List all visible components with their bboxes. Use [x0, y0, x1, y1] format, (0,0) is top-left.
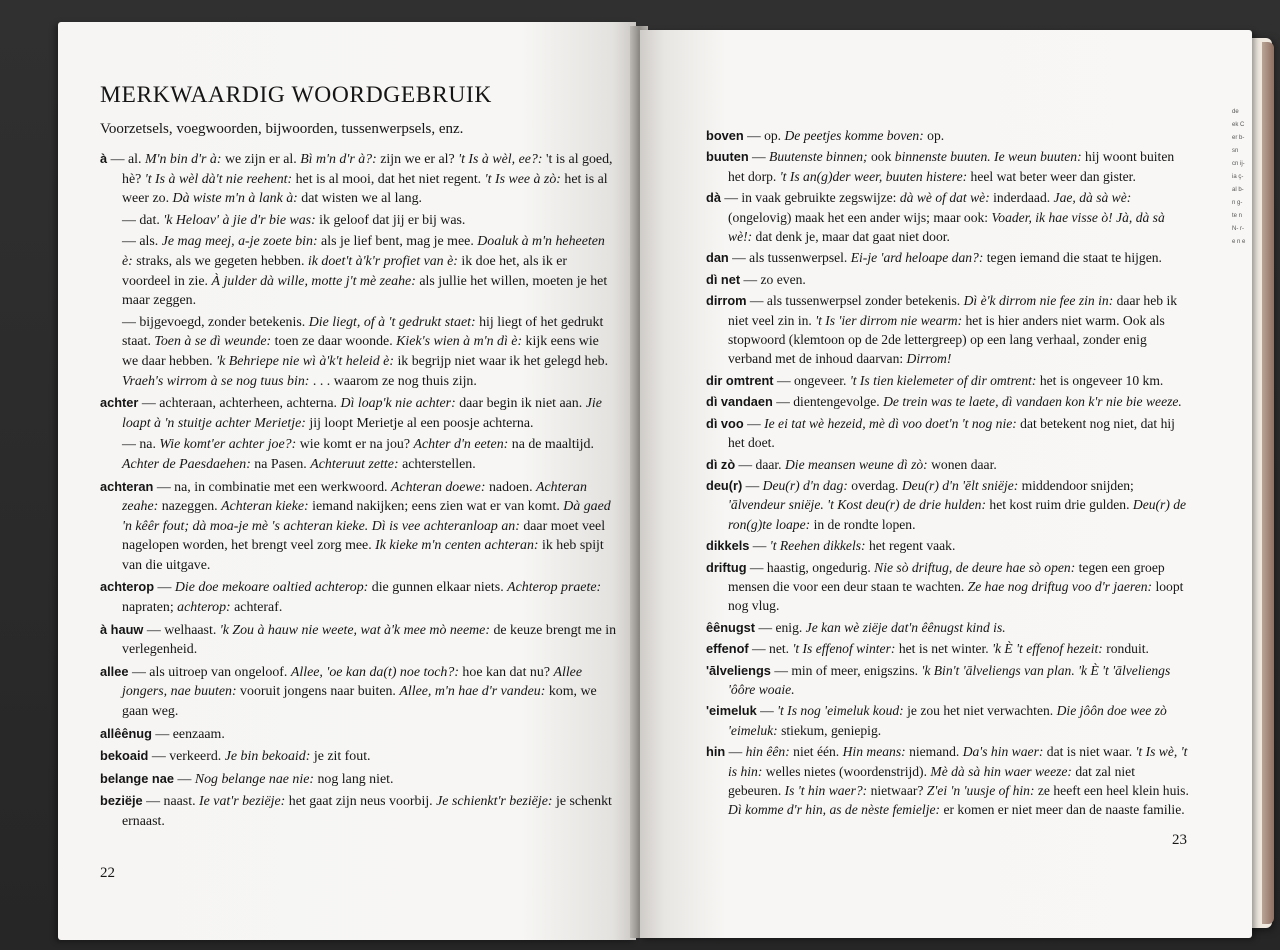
entry-definition: — als uitroep van ongeloof.: [128, 664, 291, 680]
entry-definition: — enig.: [755, 619, 806, 635]
dialect-example: Allee jongers, nae buuten:: [122, 664, 583, 700]
dialect-example: Jae, dà sà wè:: [1053, 190, 1132, 206]
dialect-example: Allee, m'n hae d'r vandeu:: [399, 684, 546, 700]
entry-definition: nadoen.: [485, 479, 537, 495]
entry-headword: dan: [706, 250, 729, 266]
entry-definition: —: [748, 149, 770, 165]
entry-definition: de keuze brengt me in verlegenheid.: [122, 622, 617, 658]
entry-definition: — daar.: [735, 456, 785, 472]
right-page: [640, 30, 1252, 938]
entry-definition: iemand nakijken; eens zien wat er van komt.: [308, 499, 564, 515]
dialect-example: dà wè of dat wè:: [899, 190, 990, 206]
dictionary-subentry: [100, 211, 618, 231]
dialect-example: achterop:: [177, 600, 231, 616]
entry-definition: — als tussenwerpsel zonder betekenis.: [746, 293, 964, 309]
dialect-example: 't Is wee à zò:: [484, 171, 561, 187]
entry-definition: na de maaltijd.: [508, 437, 594, 453]
entry-definition: — welhaast.: [143, 622, 220, 638]
dialect-example: Deu(r) de ron(g)te loape:: [728, 497, 1187, 532]
next-page-bleed-text: de ek C er b- sn cn ij- ia ç- al b- n g- te n N- r- e n e: [1232, 109, 1246, 245]
entry-definition: kijk eens wie we daar hebben.: [122, 334, 599, 369]
dictionary-entry: [100, 393, 618, 433]
dictionary-entry: [706, 126, 1190, 145]
dialect-example: Z'ei 'n 'uusje of hin:: [926, 783, 1035, 798]
dialect-example: 'k Heloav' à jie d'r bie was:: [163, 212, 316, 228]
dialect-example: Nie sò driftug, de deure hae sò open:: [874, 559, 1076, 575]
entry-definition: —: [173, 771, 195, 787]
dialect-example: Jie loapt à 'n stuitje achter Merietje:: [122, 396, 602, 431]
entry-definition: het regent vaak.: [865, 538, 956, 554]
entry-definition: ook: [867, 149, 895, 165]
dialect-example: Je schienkt'r beziëje:: [436, 794, 553, 810]
entry-definition: hoe kan dat nu?: [458, 664, 554, 680]
entry-definition: het is al mooi, dat het niet regent.: [292, 171, 485, 187]
dialect-example: 't Is an(g)der weer, buuten histere:: [779, 168, 968, 184]
dictionary-entry: [706, 558, 1190, 616]
dialect-example: Dà gaed 'n kêêr fout; dà moa-je mè 's achteran kieke. Dì is vee achteranloap an:: [122, 499, 611, 534]
dictionary-entry: [100, 620, 618, 660]
right-page-content: [706, 126, 1190, 822]
dictionary-entry: [100, 724, 618, 745]
dialect-example: Achteruut zette:: [310, 456, 399, 472]
entry-headword: beziëje: [100, 793, 143, 809]
left-page: [58, 22, 636, 940]
entry-definition: daar heb ik niet veel zin in.: [728, 293, 1178, 328]
entry-definition: — achteraan, achterheen, achterna.: [138, 396, 341, 412]
entry-definition: dat denk je, maar dat gaat niet door.: [752, 229, 950, 245]
entry-definition: — dat.: [122, 212, 164, 228]
dictionary-entry: [706, 661, 1190, 700]
dialect-example: Buutenste binnen;: [769, 149, 868, 165]
entry-definition: nog lang niet.: [314, 771, 394, 787]
dialect-example: De trein was te laete, dì vandaen kon k'r nie bie weeze.: [883, 394, 1182, 410]
left-page-content: [100, 82, 618, 834]
dialect-example: Ei-je 'ard heloape dan?:: [850, 250, 984, 266]
entry-headword: dikkels: [706, 538, 750, 554]
entry-definition: — verkeerd.: [148, 749, 225, 765]
entry-definition: dat is niet waar.: [1043, 744, 1136, 760]
entry-definition: er komen er niet meer dan de naaste familie.: [940, 802, 1185, 818]
dialect-example: 't Is tien kielemeter of dir omtrent:: [849, 372, 1037, 388]
dictionary-entry: [706, 414, 1190, 453]
entry-definition: het is hier anders niet warm. Ook als stopwoord (klemtoon op de 2de lettergreep) op een lang verhaal, zonder enig verband met de inhoud daarvan:: [728, 312, 1165, 367]
entry-headword: 'eimeluk: [706, 703, 757, 719]
dialect-example: 't Is à wèl dà't nie reehent:: [144, 171, 293, 187]
entry-headword: à: [100, 151, 108, 166]
entry-definition: . . . waarom ze nog thuis zijn.: [309, 373, 477, 389]
entry-headword: allee: [100, 663, 129, 679]
entry-definition: inderdaad.: [989, 190, 1054, 206]
entry-definition: — na.: [122, 437, 160, 453]
entry-definition: dat zal niet gebeuren.: [728, 763, 1135, 798]
dialect-example: Ze hae nog driftug voo d'r jaeren:: [967, 578, 1153, 594]
entry-definition: wie komt er na jou?: [296, 437, 414, 453]
entry-definition: niet één.: [789, 744, 843, 760]
entry-headword: achteran: [100, 478, 154, 494]
entry-definition: —: [725, 744, 746, 760]
dialect-example: Kiek's wien à m'n dì è:: [396, 334, 523, 350]
entry-definition: — naast.: [142, 794, 200, 810]
dialect-example: M'n bin d'r à:: [144, 152, 222, 167]
dialect-example: À julder dà wille, motte j't mè zeahe:: [211, 273, 416, 289]
dictionary-entry: [706, 147, 1190, 186]
entry-headword: à hauw: [100, 621, 144, 637]
entry-definition: hij woont buiten het dorp.: [728, 149, 1175, 184]
entry-headword: bekoaid: [100, 748, 149, 764]
entry-definition: tegen een groep mensen die voor een deur staan te wachten.: [728, 559, 1165, 594]
entry-definition: zijn we er al?: [376, 152, 459, 167]
entry-headword: dì zò: [706, 456, 736, 472]
entry-definition: — min of meer, enigszins.: [770, 662, 922, 678]
entry-definition: dat wisten we al lang.: [297, 191, 423, 207]
dictionary-entry: [100, 577, 618, 617]
dialect-example: 'k Bin't 'ālveliengs van plan. 'k È 't 'ālveliengs 'ôôre woaie.: [728, 662, 1171, 697]
dialect-example: Achteran doewe:: [390, 479, 486, 495]
entry-definition: wonen daar.: [927, 456, 997, 472]
entry-definition: middendoor snijden;: [1018, 477, 1134, 493]
entry-definition: nietwaar?: [867, 783, 927, 798]
page-title: MERKWAARDIG WOORDGEBRUIK: [100, 82, 492, 108]
left-entry-list: [100, 149, 618, 832]
entry-definition: — in vaak gebruikte zegswijze:: [720, 190, 900, 206]
entry-definition: tegen iemand die staat te hijgen.: [983, 250, 1162, 266]
dialect-example: Achteran kieke:: [221, 499, 309, 515]
entry-definition: — ongeveer.: [773, 372, 850, 388]
entry-definition: in de rondte lopen.: [810, 516, 916, 532]
dictionary-entry: [100, 477, 618, 576]
entry-definition: — eenzaam.: [151, 726, 225, 742]
entry-definition: als jullie het willen, moeten je het maar zeggen.: [122, 273, 608, 309]
dialect-example: Achter de Paesdaehen:: [122, 456, 251, 472]
dialect-example: Nog belange nae nie:: [194, 771, 315, 787]
right-entry-list: [706, 126, 1190, 820]
entry-definition: ronduit.: [1102, 641, 1149, 657]
dictionary-entry: [706, 455, 1190, 474]
dialect-example: hin êên:: [745, 744, 790, 760]
dialect-example: Die doe mekoare oaltied achterop:: [174, 580, 369, 596]
entry-headword: buuten: [706, 149, 749, 165]
dialect-example: Toen à se dì weunde:: [154, 334, 272, 350]
dictionary-subentry: [100, 313, 618, 391]
entry-definition: — haastig, ongedurig.: [746, 559, 875, 575]
dictionary-entry: [706, 536, 1190, 555]
dialect-example: Dirrom!: [906, 351, 952, 367]
dictionary-entry: [706, 248, 1190, 267]
dialect-example: Is 't hin waer?:: [784, 783, 868, 798]
entry-headword: dì net: [706, 271, 741, 287]
entry-definition: stiekum, geniepig.: [777, 722, 882, 738]
dialect-example: 't Reehen dikkels:: [769, 538, 866, 554]
entry-definition: —: [154, 580, 175, 596]
entry-headword: allêênug: [100, 725, 152, 741]
entry-definition: heel wat beter weer dan gister.: [967, 168, 1136, 184]
entry-definition: achterstellen.: [398, 456, 476, 472]
entry-definition: loopt nog vlug.: [728, 578, 1184, 614]
dictionary-entry: [706, 639, 1190, 658]
entry-definition: — al.: [107, 152, 145, 167]
dictionary-subentry: [100, 232, 618, 310]
page-number-left: 22: [100, 865, 115, 881]
entry-headword: dir omtrent: [706, 372, 774, 388]
dictionary-subentry: [100, 435, 618, 474]
dialect-example: 'k Zou à hauw nie weete, wat à'k mee mò neeme:: [219, 622, 490, 638]
entry-definition: ik doe het, als ik er voordeel in zie.: [122, 253, 568, 289]
entry-definition: — op.: [743, 128, 785, 143]
dictionary-entry: [100, 662, 618, 722]
dialect-example: Dì è'k dirrom nie fee zin in:: [963, 293, 1114, 309]
dialect-example: De peetjes komme boven:: [784, 128, 924, 143]
entry-definition: toen ze daar woonde.: [271, 334, 397, 350]
entry-definition: — als tussenwerpsel.: [728, 250, 851, 266]
dialect-example: Vraeh's wirrom à se nog tuus bin:: [122, 373, 310, 389]
entry-definition: je schenkt ernaast.: [122, 794, 612, 829]
dictionary-entry: [706, 392, 1190, 411]
dialect-example: Achteran zeahe:: [122, 479, 587, 515]
dialect-example: 't Is effenof winter:: [792, 641, 896, 657]
entry-definition: — dientengevolge.: [772, 394, 884, 410]
entry-definition: het is net winter.: [895, 641, 993, 657]
entry-definition: na Pasen.: [250, 456, 311, 472]
dialect-example: 't Is wè, 't is hin:: [728, 744, 1188, 779]
dictionary-entry: [706, 476, 1190, 534]
dialect-example: Dì komme d'r hin, as de nèste femielje:: [728, 802, 941, 818]
dialect-example: 'k Behriepe nie wì à'k't heleid è:: [216, 353, 394, 369]
entry-definition: — net.: [748, 641, 793, 657]
entry-definition: — bijgevoegd, zonder betekenis.: [122, 314, 309, 330]
entry-definition: ik heb spijt van die uitgave.: [122, 538, 604, 573]
dialect-example: Voader, ik hae visse ò! Jà, dà sà wè!:: [728, 209, 1165, 245]
entry-definition: het is ongeveer 10 km.: [1036, 372, 1164, 388]
entry-definition: ik geloof dat jij er bij was.: [315, 212, 466, 228]
entry-definition: —: [743, 415, 765, 431]
entry-definition: achteraf.: [230, 600, 283, 616]
entry-headword: deu(r): [706, 477, 743, 493]
dialect-example: 'k È 't effenof hezeit:: [992, 641, 1103, 657]
dialect-example: Da's hin waer:: [962, 744, 1044, 760]
entry-definition: napraten;: [122, 600, 178, 616]
entry-definition: nazeggen.: [158, 499, 222, 515]
entry-definition: —: [742, 477, 763, 493]
dialect-example: 't Is à wèl, ee?:: [458, 152, 543, 167]
dialect-example: Die meansen weune dì zò:: [784, 456, 928, 472]
entry-definition: straks, als we gegeten hebben.: [132, 253, 308, 269]
entry-headword: belange nae: [100, 770, 174, 786]
dictionary-entry: [706, 701, 1190, 740]
dialect-example: Deu(r) d'n 'ēlt sniëje:: [901, 477, 1019, 493]
entry-definition: ik begrijp niet waar ik het gelegd heb.: [393, 353, 609, 369]
page-number-right: 23: [1172, 832, 1187, 848]
entry-definition: — na, in combinatie met een werkwoord.: [153, 479, 391, 495]
dialect-example: Mè dà sà hin waer weeze:: [930, 763, 1072, 779]
dialect-example: Bì m'n d'r à?:: [300, 152, 377, 167]
entry-definition: 't is al goed, hè?: [122, 152, 613, 187]
entry-definition: op.: [923, 128, 945, 143]
dialect-example: 'ālvendeur sniëje. 't Kost deu(r) de drie hulden:: [728, 497, 986, 513]
entry-definition: —: [749, 538, 770, 554]
entry-headword: dì voo: [706, 415, 744, 431]
entry-headword: dà: [706, 190, 721, 206]
entry-headword: effenof: [706, 641, 749, 657]
entry-headword: hin: [706, 744, 726, 760]
entry-definition: hij liegt of het gedrukt staat.: [122, 314, 604, 350]
dictionary-entry: [100, 769, 618, 790]
dialect-example: Wie komt'er achter joe?:: [159, 437, 297, 453]
entry-definition: niemand.: [905, 744, 963, 760]
dictionary-entry: [706, 291, 1190, 369]
dialect-example: 't Is nog 'eimeluk koud:: [777, 703, 904, 719]
dialect-example: ik doet't à'k'r profiet van è:: [307, 253, 458, 269]
dialect-example: Je bin bekoaid:: [224, 749, 311, 765]
dictionary-entry: [706, 188, 1190, 246]
dialect-example: Die liegt, of à 't gedrukt staet:: [308, 314, 476, 330]
dictionary-entry: [100, 791, 618, 831]
entry-headword: achter: [100, 395, 139, 411]
entry-definition: die gunnen elkaar niets.: [368, 580, 508, 596]
entry-definition: het is al weer zo.: [122, 171, 608, 207]
entry-definition: — als.: [122, 234, 162, 250]
entry-definition: dat betekent nog niet, dat hij het doet.: [728, 415, 1175, 451]
dictionary-entry: [706, 618, 1190, 637]
entry-definition: jij loopt Merietje al een poosje achterna.: [305, 415, 534, 431]
entry-definition: het kost ruim drie gulden.: [986, 497, 1133, 513]
page-subtitle: Voorzetsels, voegwoorden, bijwoorden, tussenwerpsels, enz.: [100, 121, 464, 137]
entry-definition: welles nietes (woordenstrijd).: [762, 763, 931, 779]
dialect-example: Deu(r) d'n dag:: [762, 477, 848, 493]
entry-definition: vooruit jongens naar buiten.: [236, 684, 400, 700]
dialect-example: Dì loap'k nie achter:: [340, 396, 456, 412]
entry-definition: — zo even.: [740, 271, 806, 287]
dialect-example: Doaluk à m'n heheeten è:: [122, 234, 605, 269]
dictionary-entry: [706, 742, 1190, 820]
dialect-example: Hin means:: [842, 744, 906, 760]
dialect-example: binnenste buuten. Ie weun buuten:: [894, 149, 1082, 165]
entry-headword: êênugst: [706, 619, 756, 635]
dialect-example: Ie ei tat wè hezeid, mè dì voo doet'n 't nog nie:: [764, 415, 1017, 431]
dialect-example: Allee, 'oe kan da(t) noe toch?:: [290, 664, 459, 680]
entry-definition: als je lief bent, mag je mee.: [317, 234, 478, 250]
entry-definition: we zijn er al.: [221, 152, 301, 167]
entry-headword: dì vandaen: [706, 394, 773, 410]
entry-headword: 'ālveliengs: [706, 662, 771, 678]
dictionary-entry: [706, 371, 1190, 390]
dictionary-entry: [100, 746, 618, 767]
book-cover-spine: [1262, 42, 1274, 924]
dialect-example: 't Is 'ier dirrom nie wearm:: [815, 312, 963, 328]
entry-definition: kom, we gaan weg.: [122, 684, 597, 720]
dictionary-entry: [706, 270, 1190, 289]
dictionary-entry: [100, 149, 618, 209]
entry-definition: daar begin ik niet aan.: [455, 396, 586, 412]
entry-definition: overdag.: [847, 477, 902, 493]
entry-definition: je zou het niet verwachten.: [903, 703, 1057, 719]
entry-headword: achterop: [100, 579, 155, 595]
entry-definition: —: [756, 703, 778, 719]
entry-definition: daar moet veel nagelopen worden, het brengt veel zorg mee.: [122, 518, 606, 554]
dialect-example: Die jôôn doe wee zò 'eimeluk:: [728, 703, 1167, 738]
entry-headword: dirrom: [706, 293, 747, 309]
entry-headword: driftug: [706, 559, 747, 575]
entry-headword: boven: [706, 128, 744, 143]
entry-definition: ze heeft een heel klein huis.: [1034, 783, 1189, 798]
dialect-example: Achterop praete:: [507, 580, 602, 596]
dialect-example: Dà wiste m'n à lank à:: [172, 191, 298, 207]
dialect-example: Achter d'n eeten:: [413, 437, 509, 453]
entry-definition: je zit fout.: [310, 749, 371, 765]
dialect-example: Je kan wè ziëje dat'n êênugst kind is.: [805, 619, 1006, 635]
dialect-example: Je mag meej, a-je zoete bin:: [161, 234, 318, 250]
entry-definition: het gaat zijn neus voorbij.: [285, 794, 437, 810]
entry-definition: (ongelovig) maak het een ander wijs; maar ook:: [728, 209, 992, 225]
dialect-example: Ie vat'r beziëje:: [199, 794, 286, 810]
dialect-example: Ik kieke m'n centen achteran:: [375, 538, 539, 554]
